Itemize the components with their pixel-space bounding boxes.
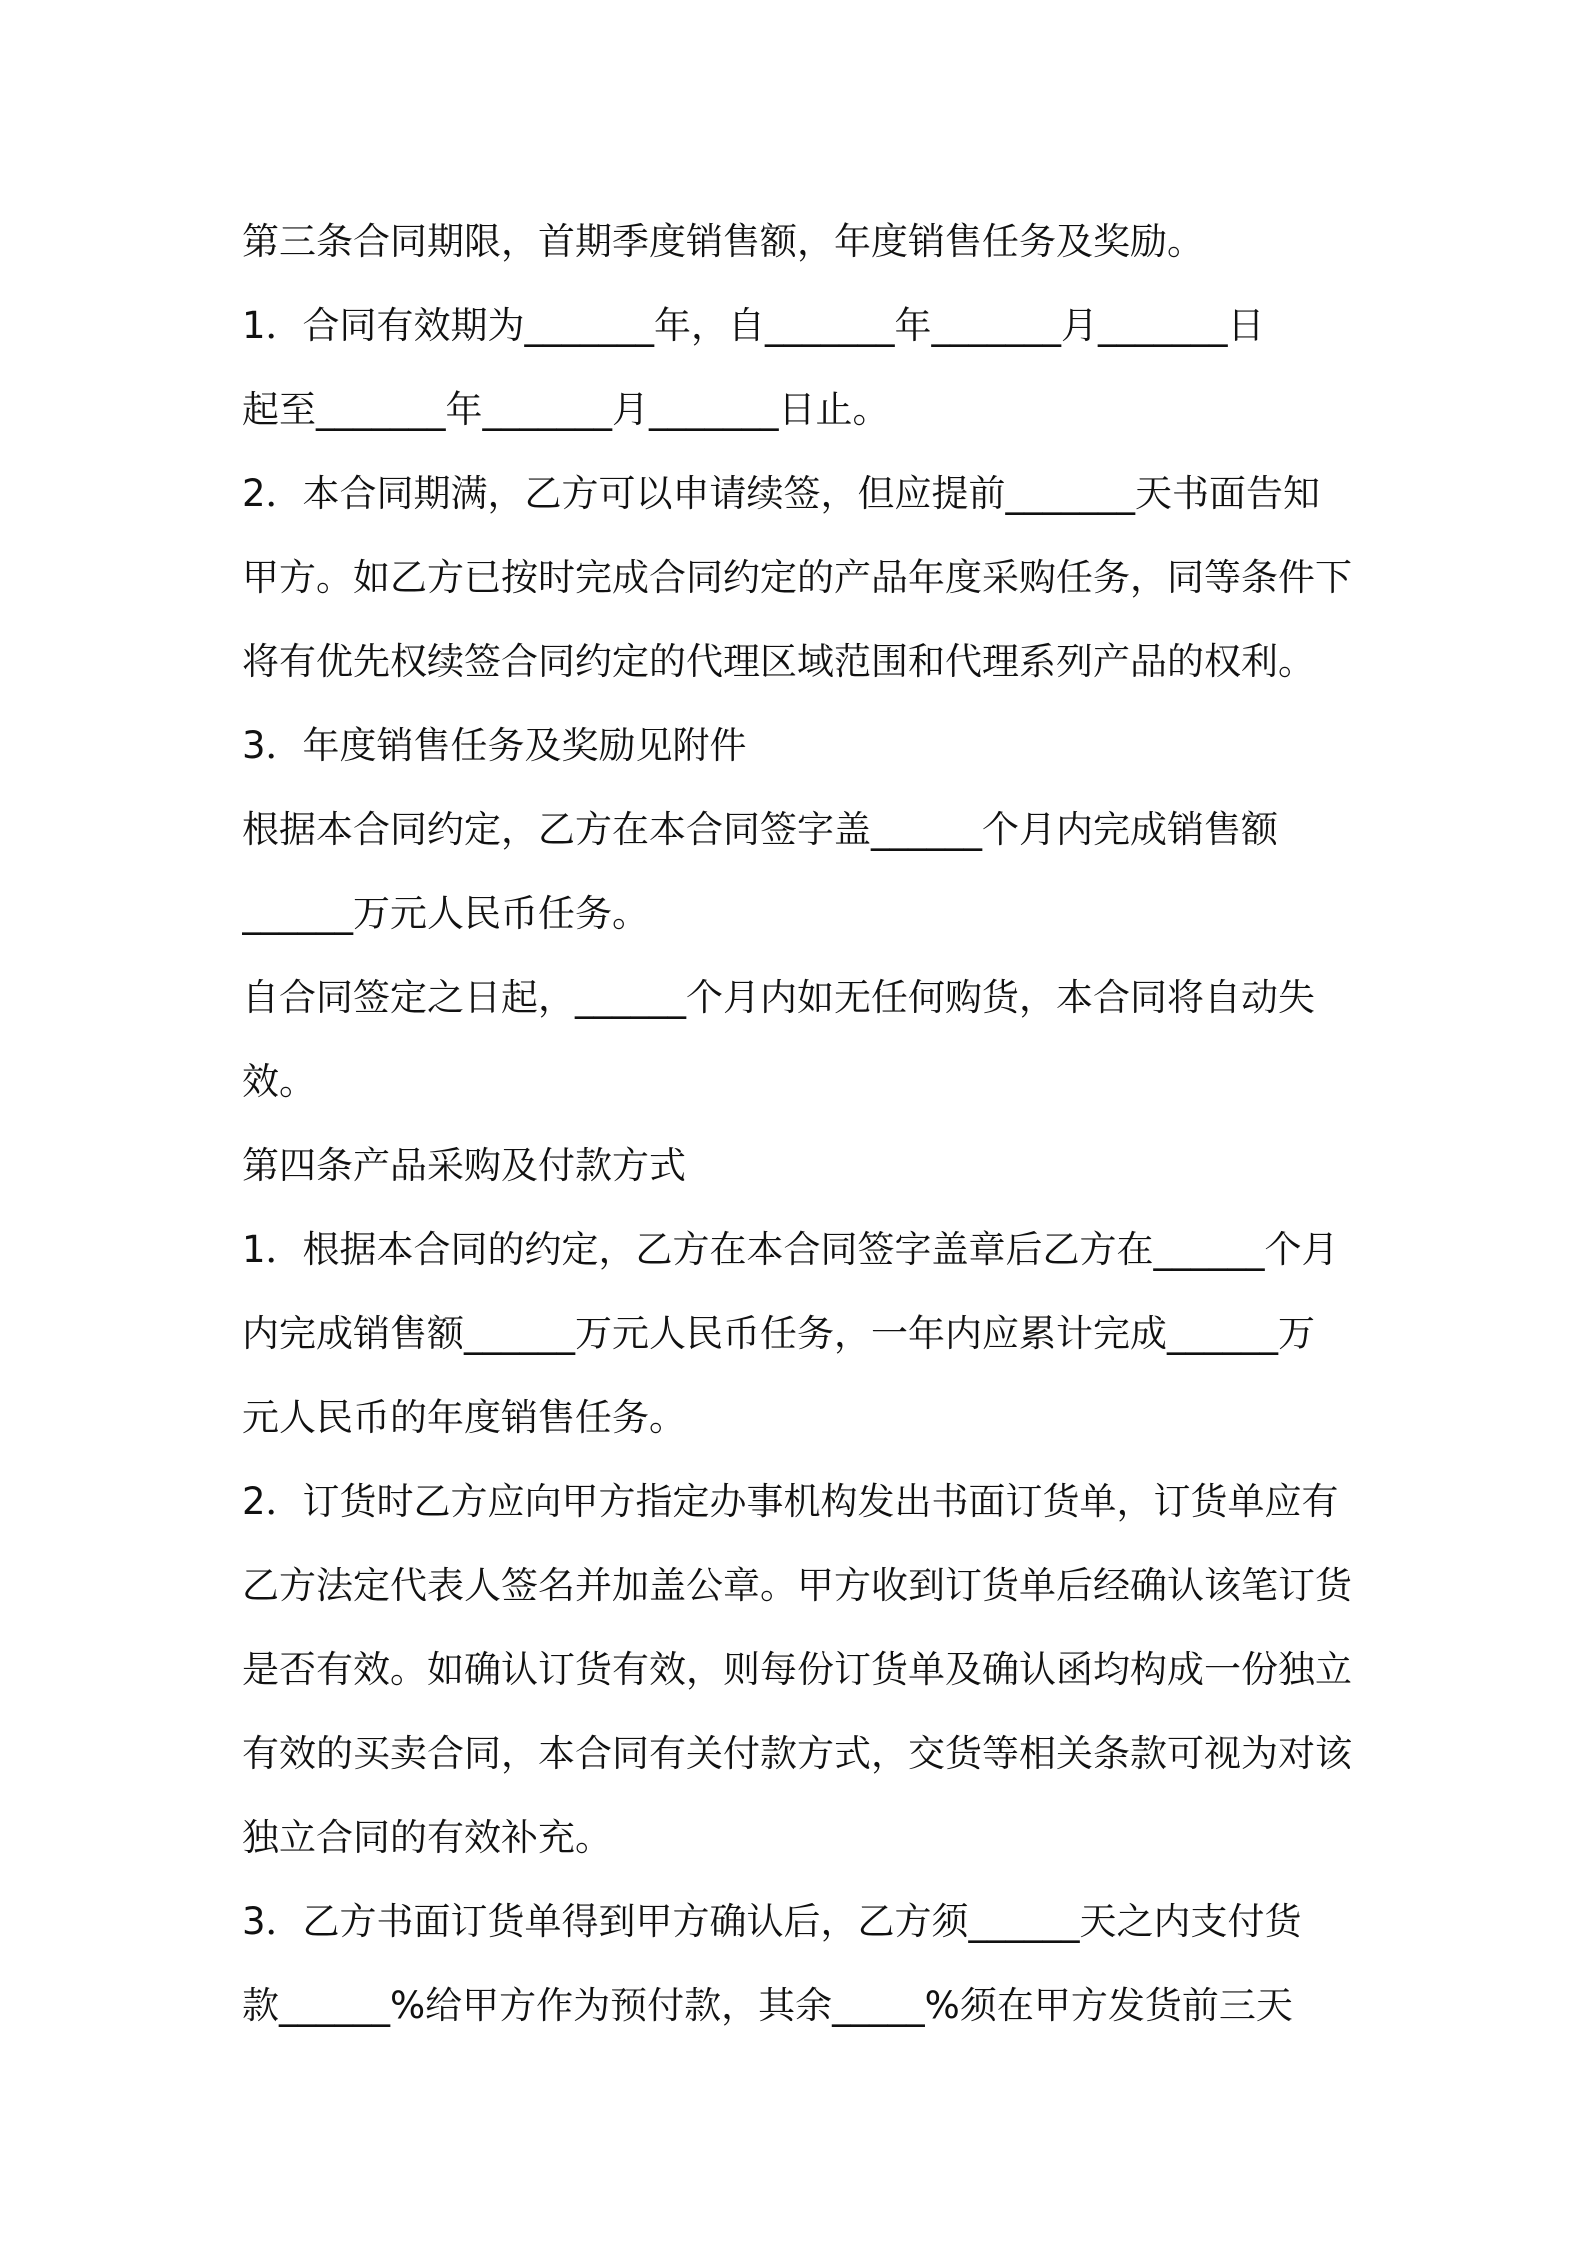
text-line: 2．本合同期满，乙方可以申请续签，但应提前_______天书面告知 bbox=[242, 472, 1321, 515]
text-line: 内完成销售额______万元人民币任务，一年内应累计完成______万 bbox=[242, 1312, 1315, 1355]
text-line: 3．年度销售任务及奖励见附件 bbox=[242, 724, 747, 767]
text-line: 1．合同有效期为_______年，自_______年_______月_______日 bbox=[242, 304, 1265, 347]
text-line: 有效的买卖合同，本合同有关付款方式，交货等相关条款可视为对该 bbox=[242, 1732, 1352, 1775]
text-line: 2．订货时乙方应向甲方指定办事机构发出书面订货单，订货单应有 bbox=[242, 1480, 1339, 1523]
text-line: 乙方法定代表人签名并加盖公章。甲方收到订货单后经确认该笔订货 bbox=[242, 1564, 1352, 1607]
text-line: 3．乙方书面订货单得到甲方确认后，乙方须______天之内支付货 bbox=[242, 1900, 1302, 1943]
article-3-heading: 第三条合同期限，首期季度销售额，年度销售任务及奖励。 bbox=[242, 220, 1204, 263]
text-line: 根据本合同约定，乙方在本合同签字盖______个月内完成销售额 bbox=[242, 808, 1278, 851]
text-line: 起至_______年_______月_______日止。 bbox=[242, 388, 890, 431]
contract-page bbox=[242, 200, 1362, 2048]
text-line: 独立合同的有效补充。 bbox=[242, 1816, 612, 1859]
text-line: ______万元人民币任务。 bbox=[242, 892, 649, 935]
text-line: 款______%给甲方作为预付款，其余_____%须在甲方发货前三天 bbox=[242, 1984, 1293, 2027]
text-line: 效。 bbox=[242, 1060, 316, 1103]
text-line: 自合同签定之日起，______个月内如无任何购货，本合同将自动失 bbox=[242, 976, 1315, 1019]
text-line: 将有优先权续签合同约定的代理区域范围和代理系列产品的权利。 bbox=[242, 640, 1315, 683]
text-line: 是否有效。如确认订货有效，则每份订货单及确认函均构成一份独立 bbox=[242, 1648, 1352, 1691]
text-line: 1．根据本合同的约定，乙方在本合同签字盖章后乙方在______个月 bbox=[242, 1228, 1339, 1271]
text-line: 甲方。如乙方已按时完成合同约定的产品年度采购任务，同等条件下 bbox=[242, 556, 1352, 599]
text-line: 元人民币的年度销售任务。 bbox=[242, 1396, 686, 1439]
article-4-heading: 第四条产品采购及付款方式 bbox=[242, 1144, 686, 1187]
